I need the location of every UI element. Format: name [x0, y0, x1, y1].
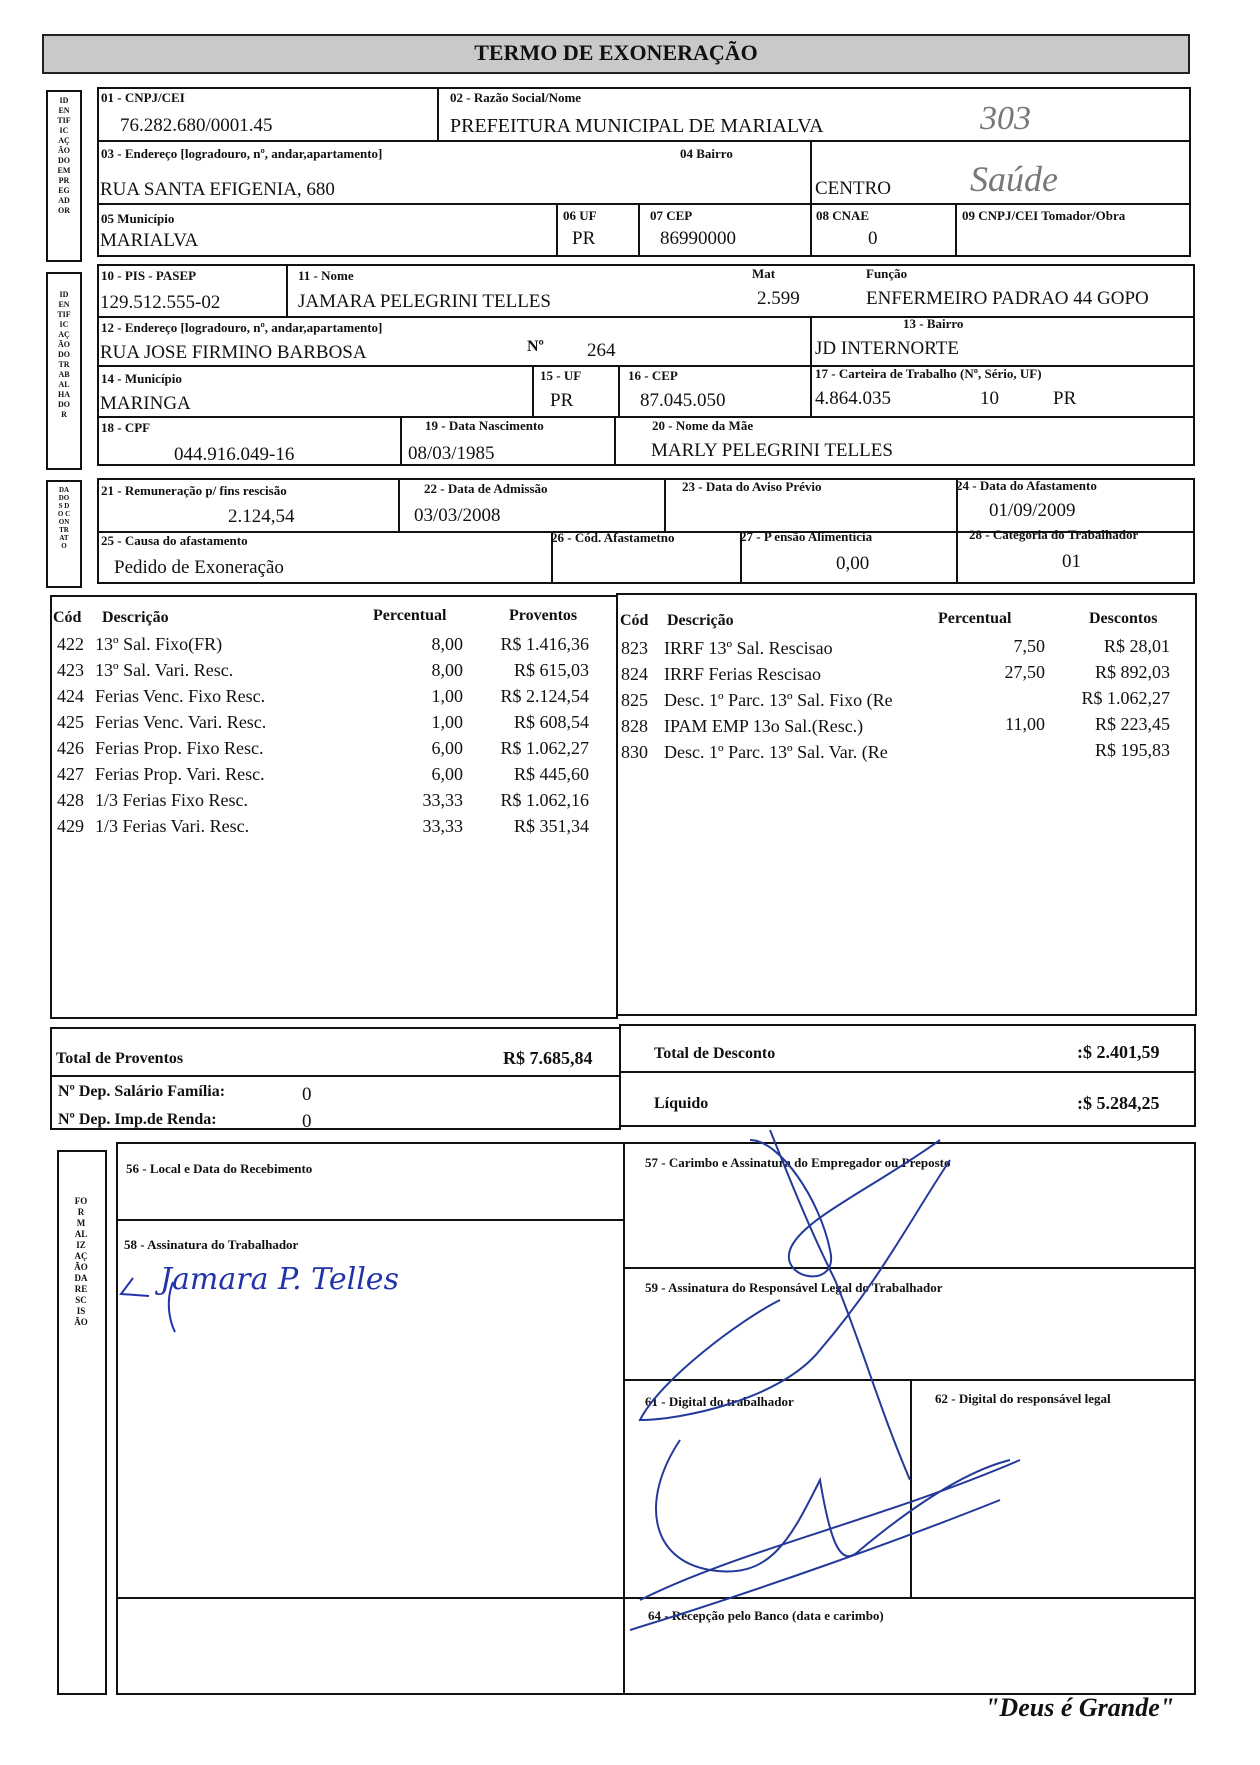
- descontos-perc: 7,50: [1013, 636, 1045, 656]
- proventos-desc: 13º Sal. Vari. Resc.: [95, 660, 234, 680]
- proventos-val: R$ 445,60: [513, 764, 589, 784]
- proventos-val: R$ 1.062,27: [500, 738, 589, 758]
- document-title: TERMO DE EXONERAÇÃO: [42, 34, 1190, 74]
- employer-bairro-label: 04 Bairro: [680, 146, 733, 161]
- employer-bairro-value: CENTRO: [815, 178, 891, 199]
- employer-endereco-value: RUA SANTA EFIGENIA, 680: [100, 179, 335, 200]
- descontos-desc: IPAM EMP 13o Sal.(Resc.): [664, 716, 864, 736]
- worker-uf-value: PR: [550, 390, 574, 411]
- digital-trabalhador-label: 61 - Digital do trabalhador: [645, 1394, 794, 1409]
- worker-municipio-label: 14 - Município: [101, 371, 182, 386]
- afastamento-value: 01/09/2009: [989, 500, 1076, 521]
- proventos-desc: Ferias Prop. Fixo Resc.: [95, 738, 264, 758]
- assinatura-responsavel-label: 59 - Assinatura do Responsável Legal do Trabalhador: [645, 1280, 943, 1295]
- descontos-cod: 824: [621, 664, 648, 684]
- descontos-val: R$ 223,45: [1094, 714, 1170, 734]
- proventos-perc: 6,00: [431, 738, 463, 758]
- descontos-cod: 825: [621, 690, 648, 710]
- descontos-header-val: Descontos: [1089, 610, 1158, 627]
- worker-signature: Jamara P. Telles: [160, 1262, 399, 1297]
- worker-endereco-label: 12 - Endereço [logradouro, nº, andar,apartamento]: [101, 320, 383, 335]
- dep-ir-label: Nº Dep. Imp.de Renda:: [58, 1111, 217, 1128]
- contract-side-label: DADOS DO CONTRATO: [57, 486, 71, 550]
- razao-value: PREFEITURA MUNICIPAL DE MARIALVA: [450, 115, 824, 137]
- pis-value: 129.512.555-02: [100, 292, 221, 313]
- tomador-label: 09 CNPJ/CEI Tomador/Obra: [962, 208, 1126, 223]
- proventos-perc: 1,00: [431, 712, 463, 732]
- proventos-perc: 33,33: [422, 790, 463, 810]
- employer-signature: [620, 1120, 1040, 1640]
- worker-cep-value: 87.045.050: [640, 390, 726, 411]
- cpf-label: 18 - CPF: [101, 420, 151, 435]
- mae-label: 20 - Nome da Mãe: [652, 418, 754, 433]
- employer-municipio-value: MARIALVA: [100, 230, 199, 251]
- proventos-desc: 13º Sal. Fixo(FR): [95, 634, 223, 654]
- proventos-cod: 428: [57, 790, 84, 810]
- ctps-serie: 10: [980, 388, 999, 409]
- proventos-cod: 425: [57, 712, 84, 732]
- proventos-desc: 1/3 Ferias Fixo Resc.: [95, 790, 248, 810]
- descontos-desc: IRRF 13º Sal. Rescisao: [664, 638, 833, 658]
- employer-side-label: IDENTIFICAÇÃO DO EMPREGADOR: [57, 96, 71, 215]
- proventos-cod: 424: [57, 686, 84, 706]
- proventos-perc: 8,00: [431, 634, 463, 654]
- descontos-val: R$ 1.062,27: [1081, 688, 1170, 708]
- pensao-label: 27 - P ensão Alimentícia: [740, 529, 873, 544]
- descontos-cod: 828: [621, 716, 648, 736]
- ctps-number: 4.864.035: [815, 388, 891, 409]
- proventos-val: R$ 2.124,54: [500, 686, 589, 706]
- worker-signature-flourish: [115, 1262, 185, 1342]
- proventos-desc: Ferias Venc. Vari. Resc.: [95, 712, 267, 732]
- descontos-header-cod: Cód: [620, 612, 649, 629]
- formalizacao-side-label: FORMALIZAÇÃO DA RESCISÃO: [74, 1196, 88, 1327]
- nascimento-label: 19 - Data Nascimento: [425, 418, 544, 433]
- descontos-val: R$ 195,83: [1094, 740, 1170, 760]
- proventos-cod: 426: [57, 738, 84, 758]
- worker-bairro-label: 13 - Bairro: [903, 316, 964, 331]
- dep-salario-value: 0: [302, 1084, 312, 1105]
- employer-uf-label: 06 UF: [563, 208, 597, 223]
- total-desconto-value: :$ 2.401,59: [1077, 1042, 1160, 1062]
- descontos-perc: 11,00: [1005, 714, 1045, 734]
- proventos-val: R$ 351,34: [513, 816, 589, 836]
- employer-endereco-label: 03 - Endereço [logradouro, nº, andar,apartamento]: [101, 146, 383, 161]
- numero-value: 264: [587, 340, 616, 361]
- employer-cep-label: 07 CEP: [650, 208, 693, 223]
- proventos-desc: Ferias Venc. Fixo Resc.: [95, 686, 266, 706]
- cnae-label: 08 CNAE: [816, 208, 870, 223]
- proventos-val: R$ 1.416,36: [500, 634, 589, 654]
- mae-value: MARLY PELEGRINI TELLES: [651, 440, 893, 461]
- worker-side-label: IDENTIFICAÇÃO DO TRABALHADOR: [57, 290, 71, 419]
- employer-uf-value: PR: [572, 228, 596, 249]
- ctps-label: 17 - Carteira de Trabalho (Nº, Sério, UF): [815, 366, 1042, 381]
- proventos-val: R$ 608,54: [513, 712, 589, 732]
- categoria-label: 28 - Categoria do Trabalhador: [969, 527, 1139, 542]
- worker-endereco-value: RUA JOSE FIRMINO BARBOSA: [100, 342, 367, 363]
- worker-cep-label: 16 - CEP: [628, 368, 678, 383]
- admissao-label: 22 - Data de Admissão: [424, 481, 548, 496]
- afastamento-label: 24 - Data do Afastamento: [956, 478, 1097, 493]
- footer-motto: "Deus é Grande": [985, 1693, 1175, 1722]
- descontos-val: R$ 892,03: [1094, 662, 1170, 682]
- descontos-desc: IRRF Ferias Rescisao: [664, 664, 821, 684]
- numero-label: Nº: [527, 338, 544, 355]
- cnpj-label: 01 - CNPJ/CEI: [101, 90, 185, 105]
- causa-value: Pedido de Exoneração: [114, 557, 284, 578]
- digital-responsavel-label: 62 - Digital do responsável legal: [935, 1391, 1111, 1406]
- pis-label: 10 - PIS - PASEP: [101, 268, 197, 283]
- proventos-cod: 427: [57, 764, 84, 784]
- nome-value: JAMARA PELEGRINI TELLES: [298, 291, 551, 312]
- funcao-value: ENFERMEIRO PADRAO 44 GOPO: [866, 288, 1149, 309]
- admissao-value: 03/03/2008: [414, 505, 501, 526]
- descontos-header-perc: Percentual: [938, 610, 1012, 627]
- descontos-cod: 823: [621, 638, 648, 658]
- worker-municipio-value: MARINGA: [100, 393, 191, 414]
- proventos-val: R$ 615,03: [513, 660, 589, 680]
- proventos-header-perc: Percentual: [373, 607, 447, 624]
- employer-municipio-label: 05 Município: [101, 211, 175, 226]
- descontos-val: R$ 28,01: [1103, 636, 1170, 656]
- descontos-cod: 830: [621, 742, 648, 762]
- proventos-header-cod: Cód: [53, 609, 82, 626]
- liquido-value: :$ 5.284,25: [1077, 1093, 1160, 1113]
- aviso-previo-label: 23 - Data do Aviso Prévio: [682, 479, 822, 494]
- proventos-cod: 429: [57, 816, 84, 836]
- worker-bairro-value: JD INTERNORTE: [815, 338, 959, 359]
- proventos-desc: 1/3 Ferias Vari. Resc.: [95, 816, 250, 836]
- proventos-perc: 6,00: [431, 764, 463, 784]
- cpf-value: 044.916.049-16: [174, 444, 295, 465]
- remuneracao-value: 2.124,54: [228, 506, 295, 527]
- descontos-desc: Desc. 1º Parc. 13º Sal. Var. (Re: [664, 742, 888, 762]
- employer-cep-value: 86990000: [660, 228, 736, 249]
- remuneracao-label: 21 - Remuneração p/ fins rescisão: [101, 483, 287, 498]
- descontos-desc: Desc. 1º Parc. 13º Sal. Fixo (Re: [664, 690, 893, 710]
- cnae-value: 0: [868, 228, 878, 249]
- proventos-cod: 423: [57, 660, 84, 680]
- dep-salario-label: Nº Dep. Salário Família:: [58, 1083, 226, 1100]
- cnpj-value: 76.282.680/0001.45: [120, 115, 273, 136]
- liquido-label: Líquido: [654, 1095, 709, 1112]
- funcao-label: Função: [866, 266, 908, 281]
- descontos-header-desc: Descrição: [667, 612, 734, 629]
- mat-value: 2.599: [757, 288, 800, 309]
- proventos-perc: 33,33: [422, 816, 463, 836]
- mat-label: Mat: [752, 266, 776, 281]
- proventos-val: R$ 1.062,16: [500, 790, 589, 810]
- proventos-header-val: Proventos: [509, 607, 578, 624]
- proventos-perc: 8,00: [431, 660, 463, 680]
- total-proventos-label: Total de Proventos: [56, 1050, 184, 1067]
- cod-afastamento-label: 26 - Cód. Afastametno: [551, 530, 675, 545]
- nome-label: 11 - Nome: [298, 268, 354, 283]
- pensao-value: 0,00: [836, 553, 870, 574]
- descontos-perc: 27,50: [1004, 662, 1045, 682]
- categoria-value: 01: [1062, 551, 1081, 572]
- handwritten-number: 303: [980, 100, 1031, 137]
- handwritten-note: Saúde: [970, 159, 1058, 199]
- local-data-label: 56 - Local e Data do Recebimento: [126, 1161, 313, 1176]
- assinatura-trabalhador-label: 58 - Assinatura do Trabalhador: [124, 1237, 299, 1252]
- total-desconto-label: Total de Desconto: [654, 1045, 776, 1062]
- causa-label: 25 - Causa do afastamento: [101, 533, 248, 548]
- recepcao-banco-label: 64 - Recepção pelo Banco (data e carimbo): [648, 1608, 884, 1623]
- proventos-perc: 1,00: [431, 686, 463, 706]
- carimbo-label: 57 - Carimbo e Assinatura do Empregador ou Preposto: [645, 1155, 951, 1170]
- proventos-cod: 422: [57, 634, 84, 654]
- dep-ir-value: 0: [302, 1111, 312, 1132]
- razao-label: 02 - Razão Social/Nome: [450, 90, 582, 105]
- ctps-uf: PR: [1053, 388, 1077, 409]
- proventos-header-desc: Descrição: [102, 609, 169, 626]
- worker-uf-label: 15 - UF: [540, 368, 582, 383]
- nascimento-value: 08/03/1985: [408, 443, 495, 464]
- total-proventos-value: R$ 7.685,84: [503, 1048, 593, 1068]
- proventos-desc: Ferias Prop. Vari. Resc.: [95, 764, 265, 784]
